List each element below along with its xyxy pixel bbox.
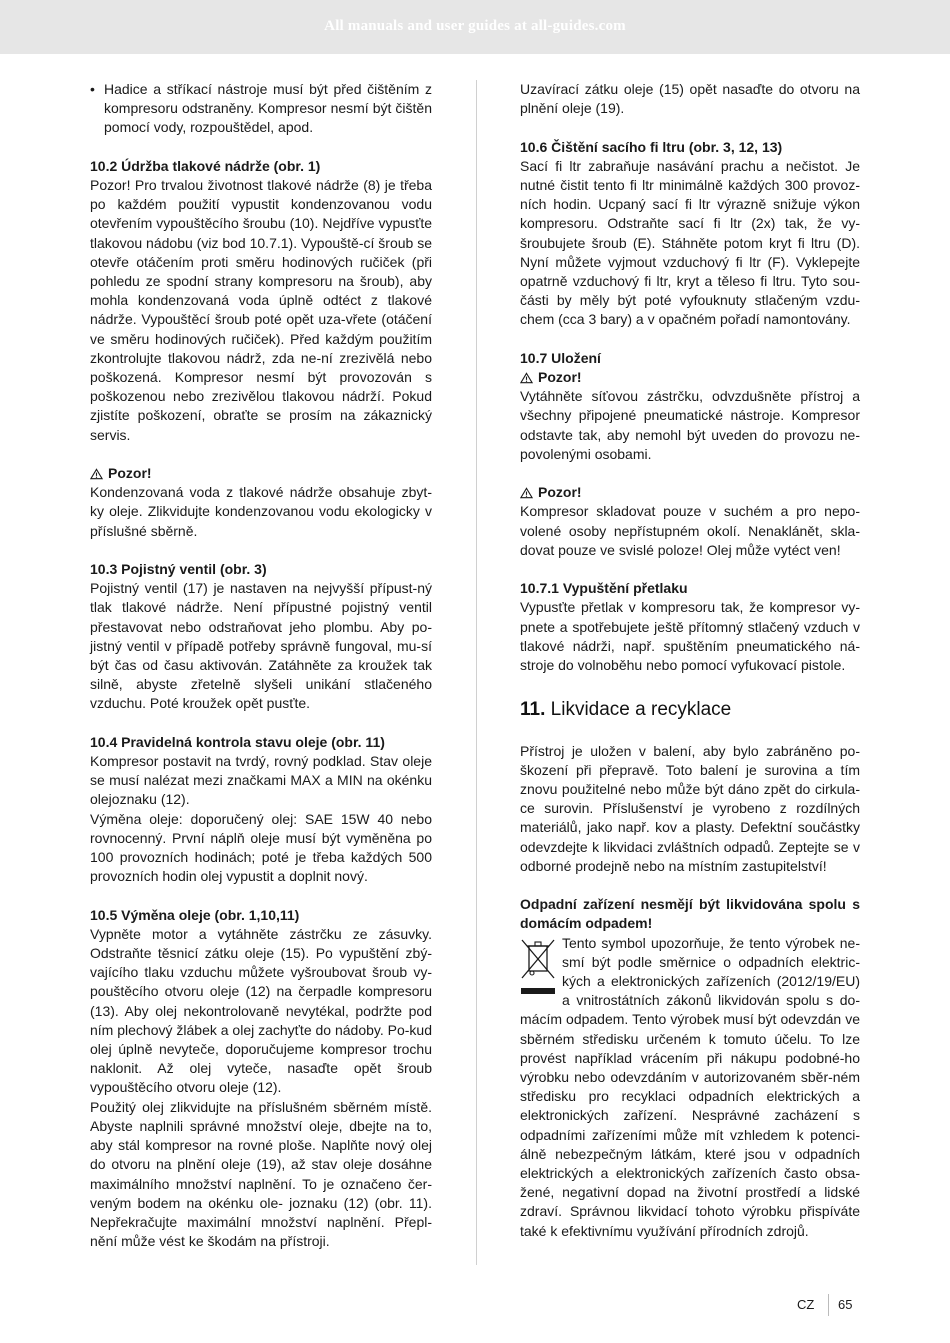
continued-text: Uzavírací zátku oleje (15) opět nasaďte do otvoru na plnění oleje (19).: [520, 81, 860, 117]
banner-text: All manuals and user guides at all-guides.com: [324, 18, 626, 34]
weee-heading: Odpadní zařízení nesmějí být likvidována spolu s domácím odpadem!: [520, 896, 860, 932]
chapter-title: Likvidace a recyklace: [550, 699, 732, 721]
section-text-10-6: Sací fi ltr zabraňuje nasávání prachu a nečistot. Je nutné čistit tento fi ltr minimálně každých 300 provoz-ních hodin. Ucpaný sací fi ltr výrazně snižuje výkon kompresoru. Odstraňte sací fi ltr (2x) tak, že vy-šroubujete šroub (E). Stáhněte potom kryt fi ltru (D). Nyní můžete vyjmout vzduchový fi ltr (F). Vyklepejte opatrně vzduchový fi ltr, kryt a těleso fi ltru. Tyto sou-části by měly být poté vyfouknuty stlačeným vzdu-chem (cca 3 bary) a v opačném pořadí namontovány.: [520, 157, 860, 328]
section-heading-10-4: 10.4 Pravidelná kontrola stavu oleje (obr. 11): [90, 733, 385, 750]
left-column: [90, 80, 432, 1251]
warning-heading: [90, 464, 432, 483]
section-text-10-4-a: Kompresor postavit na tvrdý, rovný podklad. Stav oleje se musí nalézat mezi značkami MAX a MIN na okénku olejoznaku (12).: [90, 753, 432, 808]
bullet-dot: •: [90, 81, 95, 97]
section-text-11: Přístroj je uložen v balení, aby bylo zabráněno po-škození při přepravě. Toto balení je surovina a tím znovu použitelné nebo může být dáno zpět do cirkula-ce surovin. Příslušenství je vyrobeno z rozdílných materiálů, jako např. kov a plasty. Defektní součástky odevzdejte k likvidaci zvláštních odpadů. Zeptejte se v odborné prodejně nebo na místním zastupitelství!: [520, 742, 860, 874]
warning-triangle-icon: [520, 487, 533, 499]
crossed-out-wheelie-bin-icon: [520, 938, 556, 996]
warning-heading: [520, 368, 860, 387]
warning-triangle-icon: [520, 372, 533, 384]
chapter-heading-11: [520, 698, 860, 722]
language-code: CZ: [797, 1297, 815, 1312]
section-text-10-7-1: Vypusťte přetlak v kompresoru tak, že kompresor vy-pnete a spotřebujete ještě přítomný stlačený vzduch v tlakové nádrži, např. spuštěním pneumatického ná-stroje do volnoběhu nebo pomocí vyfukovací pistole.: [520, 599, 860, 674]
page-number: 65: [838, 1297, 853, 1312]
section-text-10-5-b: Použitý olej zlikvidujte na příslušném sběrném místě. Abyste naplnili správné množství oleje, dbejte na to, aby stál kompresor na rovné ploše. Naplňte nový olej do otvoru na plnění oleje (19), až stav oleje dosáhne maximálního množství naplnění. To je označeno čer-veným bodem na okénku ole- joznaku (12) (obr. 11). Nepřekračujte maximální množství naplnění. Přepl-nění může vést ke škodám na přístroji.: [90, 1098, 432, 1250]
top-banner: [0, 0, 950, 54]
bullet-item: [90, 80, 432, 138]
weee-block: [520, 934, 860, 1241]
warning-label: Pozor!: [538, 369, 582, 386]
weee-text: Tento symbol upozorňuje, že tento výrobek ne-smí být podle směrnice o odpadních elektric-kých a elektronických zařízeních (2012/19/EU) a vnitrostátních zákonů likvidován spolu s do-mácím odpadem. Tento výrobek musí být odevzdán ve sběrném středisku určeném k tomuto účelu. To lze provést například vrácením při nákupu podobné-ho výrobku nebo odevzdáním v autorizovaném sběr-ném středisku pro recyklaci odpadních elektrických a elektronických zařízení. Nesprávné zacházení s odpadními zařízeními může mít vzhledem k potenci-álně nebezpečným látkám, které jsou v odpadních elektrických a elektronických zařízeních často obsa-žené, negativní dopad na životní prostředí a lidské zdraví. Správnou likvidací tohoto výrobku přispíváte také k efektivnímu využívání přírodních zdrojů.: [520, 934, 860, 1239]
warning-heading: [520, 483, 860, 502]
section-heading-10-3: 10.3 Pojistný ventil (obr. 3): [90, 561, 267, 578]
section-heading-10-5: 10.5 Výměna oleje (obr. 1,10,11): [90, 906, 300, 923]
section-text-10-7-a: Vytáhněte síťovou zástrčku, odvzdušněte přístroj a všechny připojené pneumatické nástroje. Kompresor odstavte tak, aby nemohl být uveden do provozu ne-povolenými osobami.: [520, 388, 860, 462]
section-heading-10-2: 10.2 Údržba tlakové nádrže (obr. 1): [90, 157, 321, 174]
section-text-10-7-b: Kompresor skladovat pouze v suchém a pro nepo-volené osoby nepřístupném okolí. Nenaklánět, skla-dovat pouze ve svislé poloze! Olej může vytéct ven!: [520, 503, 860, 558]
section-text-10-2: Pozor! Pro trvalou životnost tlakové nádrže (8) je třeba po každém použití vypustit kondenzovanou vodu otevřením vypouštěcího šroubu (10). Nejdříve vypusťte tlakovou nádobu (viz bod 10.7.1). Vypouště-cí šroub se otevře otáčením proti směru hodinových ručiček (při pohledu ze spodní strany kompresoru na šroub), aby mohla kondenzovaná voda úplně odtéct z tlakové nádrže. Vypouštěcí šroub poté opět uza-vřete (otáčení ve směru hodinových ručiček). Před každým použitím zkontrolujte tlakovou nádrž, zda ne-ní zrezivělá nebo poškozená. Kompresor nesmí být provozován s poškozenou nebo zrezivělou tlakovou nádrží. Pokud zjistíte poškození, obraťte se prosím na zákaznický servis.: [90, 177, 432, 443]
right-column: [520, 80, 860, 1241]
bullet-text: Hadice a stříkací nástroje musí být před čištěním z kompresoru odstraněny. Kompresor nesmí být čištěn pomocí vody, rozpouštědel, apod.: [104, 81, 432, 136]
warning-label: Pozor!: [538, 484, 582, 501]
section-heading-10-7-1: 10.7.1 Vypuštění přetlaku: [520, 580, 688, 597]
chapter-number: 11.: [520, 699, 546, 721]
warning-label: Pozor!: [108, 465, 152, 482]
section-text-10-4-b: Výměna oleje: doporučený olej: SAE 15W 40 nebo rovnocenný. První náplň oleje musí být vyměněna po 100 provozních hodinách; poté je třeba každých 500 provozních hodin olej vypustit a doplnit nový.: [90, 810, 432, 885]
page-footer: [0, 1296, 950, 1318]
warning-text: Kondenzovaná voda z tlakové nádrže obsahuje zbyt-ky oleje. Zlikvidujte kondenzovanou vodu ekologicky v příslušné sběrně.: [90, 484, 432, 539]
section-heading-10-6: 10.6 Čištění sacího fi ltru (obr. 3, 12, 13): [520, 138, 783, 155]
section-text-10-3: Pojistný ventil (17) je nastaven na nejvyšší přípust-ný tlak tlakové nádrže. Není přípustné pojistný ventil přestavovat nebo odstraňovat jeho plombu. Aby po-jistný ventil v případě potřeby správně fungoval, mu-sí být čas od času aktivován. Zatáhněte za kroužek tak silně, abyste zřetelně slyšeli unikání stlačeného vzduchu. Poté kroužek opět pusťte.: [90, 580, 432, 712]
warning-triangle-icon: [90, 468, 103, 480]
column-divider: [476, 80, 477, 1265]
section-text-10-5-a: Vypněte motor a vytáhněte zástrčku ze zásuvky. Odstraňte těsnicí zátku oleje (15). Po vypuštění zbý-vajícího tlaku vzduchu můžete vyšroubovat šroub vy-pouštěcího otvoru oleje (12) na čerpadle kompresoru (13). Aby olej nekontrolovaně nevytékal, podržte pod ním plechový žlábek a olej zachyťte do nádoby. Po-kud olej úplně nevyteče, doporučujeme kompresor trochu naklonit. Až olej vyteče, nasaďte opět šroub vypouštěcího otvoru oleje (12).: [90, 925, 432, 1096]
section-heading-10-7: 10.7 Uložení: [520, 349, 601, 366]
footer-divider: [828, 1294, 829, 1316]
